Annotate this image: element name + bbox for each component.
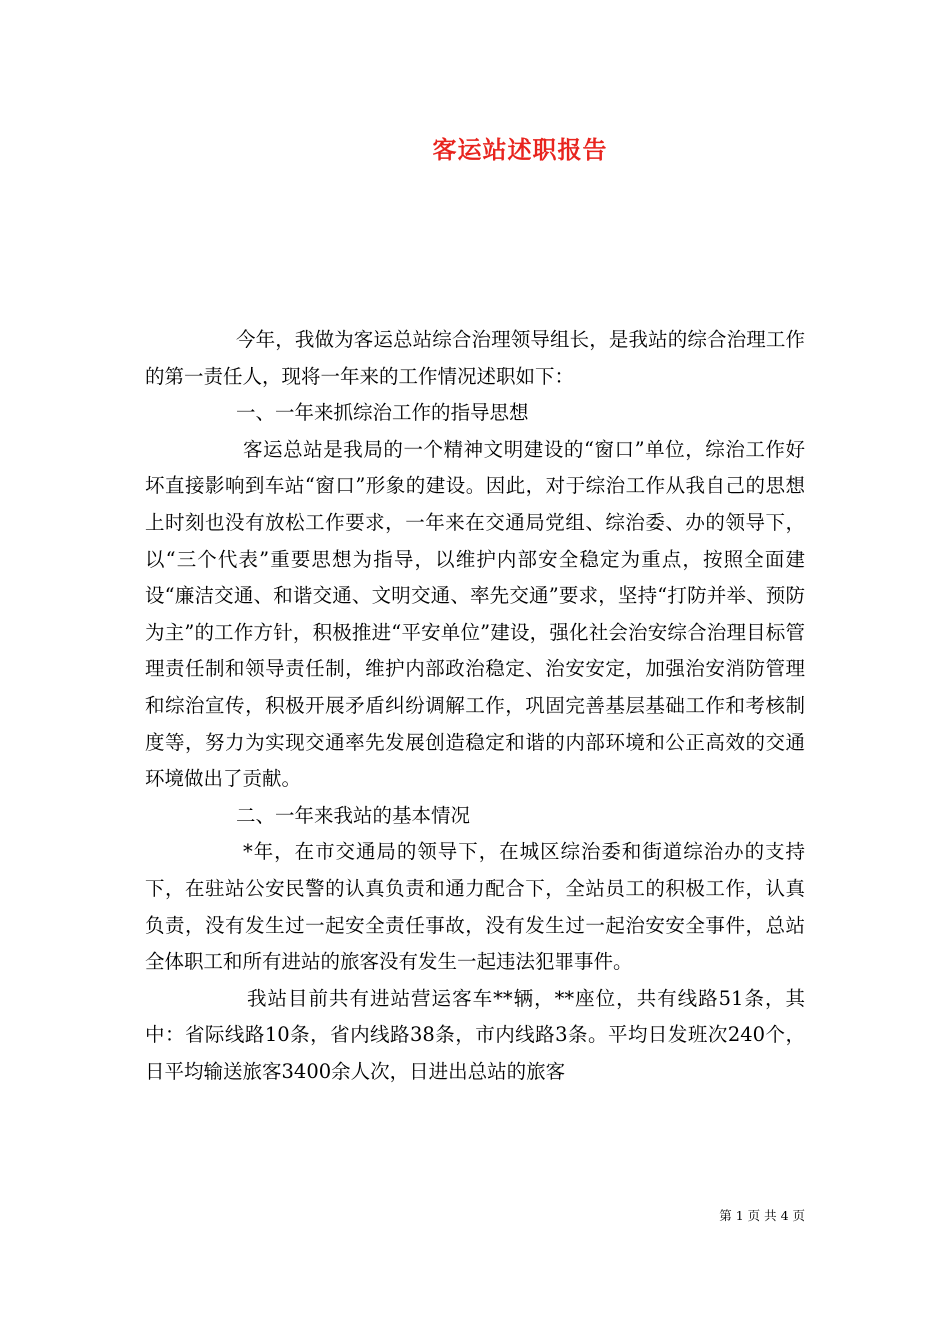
page-number-footer: 第 1 页 共 4 页 <box>719 1208 805 1223</box>
document-title: 客运站述职报告 <box>432 135 608 164</box>
section-2-paragraph: *年，在市交通局的领导下，在城区综治委和街道综治办的支持下，在驻站公安民警的认真负责和通力配合下，全站员工的积极工作，认真负责，没有发生过一起安全责任事故，没有发生过一起治安安全事件，总站全体职工和所有进站的旅客没有发生一起违法犯罪事件。 <box>145 840 805 974</box>
document-body <box>145 322 805 1090</box>
section-2-paragraph-stats: 我站目前共有进站营运客车**辆，**座位，共有线路51条，其中：省际线路10条，省内线路38条，市内线路3条。平均日发班次240个，日平均输送旅客3400余人次，日进出总站的旅客 <box>145 986 805 1083</box>
section-heading-2: 二、一年来我站的基本情况 <box>236 803 471 827</box>
section-1-paragraph: 客运总站是我局的一个精神文明建设的“窗口”单位，综治工作好坏直接影响到车站“窗口”形象的建设。因此，对于综治工作从我自己的思想上时刻也没有放松工作要求，一年来在交通局党组、综治委、办的领导下，以“三个代表”重要思想为指导，以维护内部安全稳定为重点，按照全面建设“廉洁交通、和谐交通、文明交通、率先交通”要求，坚持“打防并举、预防为主”的工作方针，积极推进“平安单位”建设，强化社会治安综合治理目标管理责任制和领导责任制，维护内部政治稳定、治安安定，加强治安消防管理和综治宣传，积极开展矛盾纠纷调解工作，巩固完善基层基础工作和考核制度等，努力为实现交通率先发展创造稳定和谐的内部环境和公正高效的交通环境做出了贡献。 <box>145 437 805 791</box>
intro-paragraph: 今年，我做为客运总站综合治理领导组长，是我站的综合治理工作的第一责任人，现将一年来的工作情况述职如下： <box>145 328 805 388</box>
section-heading-1: 一、一年来抓综治工作的指导思想 <box>236 401 529 425</box>
